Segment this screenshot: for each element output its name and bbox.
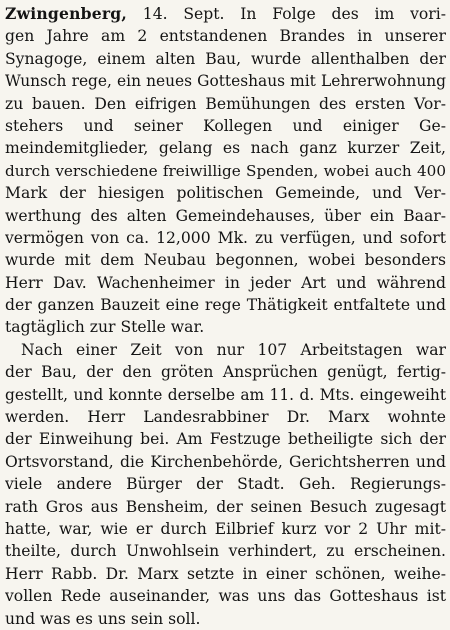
article-line: viele andere Bürger der Stadt. Geh. Regierungs- bbox=[5, 475, 446, 494]
article-line: gestellt, und konnte derselbe am 11. d. Mts. eingeweiht bbox=[5, 385, 446, 404]
article-line: zu bauen. Den eifrigen Bemühungen des ersten Vor- bbox=[5, 94, 446, 113]
article-line: der Bau, der den gröten Ansprüchen genügt, fertig- bbox=[5, 363, 446, 382]
article-line: der ganzen Bauzeit eine rege Thätigkeit entfaltete und bbox=[5, 296, 446, 315]
article-line: Wunsch rege, ein neues Gotteshaus mit Lehrerwohnung bbox=[5, 72, 446, 91]
article-line: der Einweihung bei. Am Festzuge betheiligte sich der bbox=[5, 430, 446, 449]
article-line: meindemitglieder, gelang es nach ganz kurzer Zeit, bbox=[5, 139, 446, 158]
article-line: Synagoge, einem alten Bau, wurde allenthalben der bbox=[5, 49, 446, 68]
article-line: vollen Rede auseinander, was uns das Gotteshaus ist bbox=[5, 587, 446, 606]
article-line: hatte, war, wie er durch Eilbrief kurz vor 2 Uhr mit- bbox=[5, 519, 446, 538]
article-line: Mark der hiesigen politischen Gemeinde, und Ver- bbox=[5, 184, 446, 203]
article-line: werthung des alten Gemeindehauses, über ein Baar- bbox=[5, 206, 446, 225]
article-line-1-text: In Folge des im vori- bbox=[240, 5, 446, 23]
article-place: Zwingenberg, bbox=[5, 4, 128, 23]
article-line: tagtäglich zur Stelle war. bbox=[5, 318, 205, 337]
article-line: Ortsvorstand, die Kirchenbehörde, Gerichtsherren und bbox=[5, 452, 446, 471]
article-line: und was es uns sein soll. bbox=[5, 609, 201, 628]
article-date: 14. Sept. bbox=[142, 5, 225, 23]
article-line: werden. Herr Landesrabbiner Dr. Marx wohnte bbox=[5, 408, 446, 427]
paragraph-start-line: Nach einer Zeit von nur 107 Arbeitstagen war bbox=[21, 340, 446, 359]
article-line: gen Jahre am 2 entstandenen Brandes in unserer bbox=[5, 27, 446, 46]
article-line: theilte, durch Unwohlsein verhindert, zu erscheinen. bbox=[5, 542, 446, 561]
article-line: Herr Rabb. Dr. Marx setzte in einer schönen, weihe- bbox=[5, 564, 446, 583]
article-line: stehers und seiner Kollegen und einiger Ge- bbox=[5, 116, 446, 135]
article-line: wurde mit dem Neubau begonnen, wobei besonders bbox=[5, 251, 446, 270]
article-line: rath Gros aus Bensheim, der seinen Besuch zugesagt bbox=[5, 497, 446, 516]
article-line: Herr Dav. Wachenheimer in jeder Art und während bbox=[5, 273, 446, 292]
article-line-1 bbox=[5, 3, 446, 25]
article-line: durch verschiedene freiwillige Spenden, wobei auch 400 bbox=[5, 161, 446, 180]
article-line: vermögen von ca. 12,000 Mk. zu verfügen, und sofort bbox=[5, 228, 446, 247]
